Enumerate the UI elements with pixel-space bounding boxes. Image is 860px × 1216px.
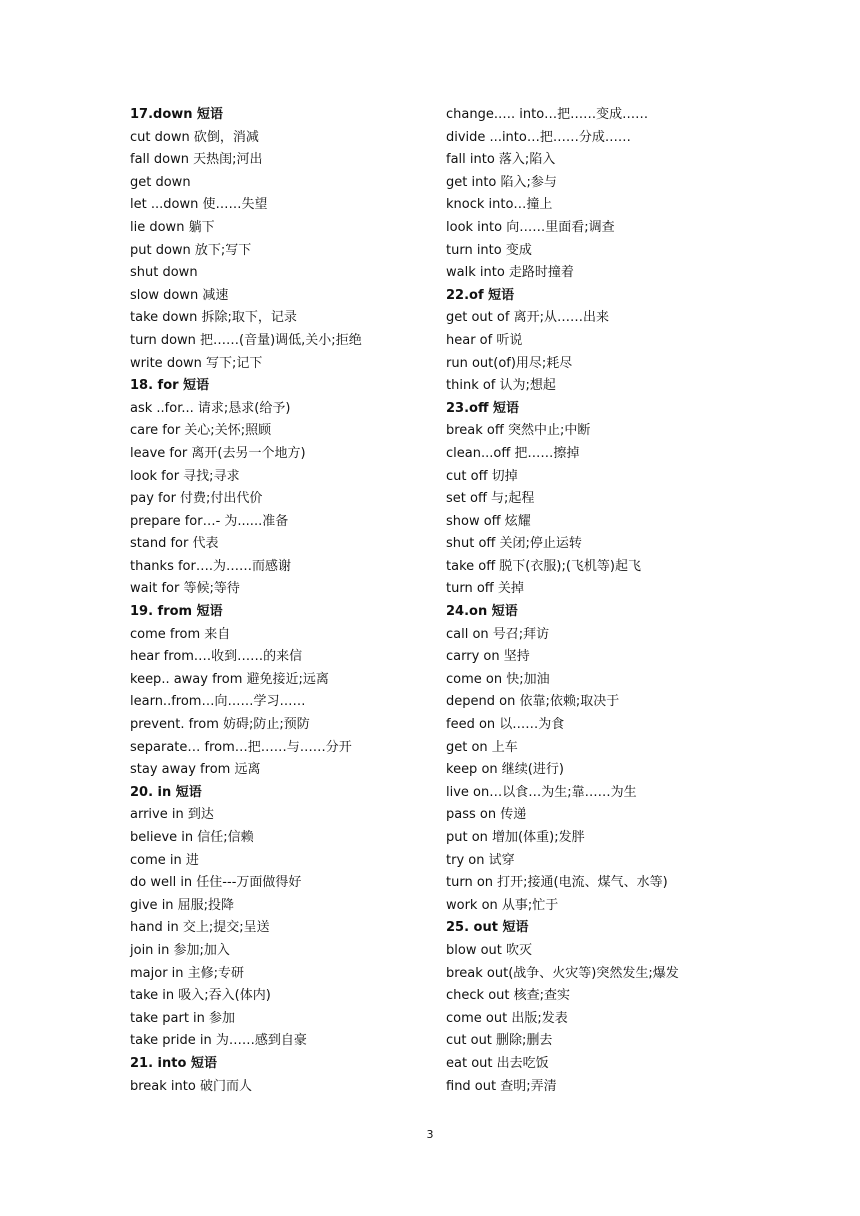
phrase-entry: come in 进 [130,852,199,868]
phrase-entry: walk into 走路时撞着 [446,265,574,281]
phrase-entry: stand for 代表 [130,536,219,552]
phrase-entry: leave for 离开(去另一个地方) [130,445,306,461]
phrase-entry: think of 认为;想起 [446,378,556,394]
phrase-entry: break out(战争、火灾等)突然发生;爆发 [446,965,679,981]
phrase-entry: look for 寻找;寻求 [130,468,240,484]
phrase-entry: stay away from 远离 [130,762,261,778]
section-heading: 23.off 短语 [446,400,520,416]
phrase-entry: write down 写下;记下 [130,355,263,371]
phrase-entry: slow down 减速 [130,287,229,303]
page-number: 3 [426,1128,434,1141]
left-column [130,104,430,1098]
phrase-entry: lie down 躺下 [130,219,215,235]
phrase-entry: give in 屈服;投降 [130,897,235,913]
section-heading: 24.on 短语 [446,604,518,620]
phrase-entry: shut off 关闭;停止运转 [446,536,582,552]
phrase-entry: depend on 依靠;依赖;取决于 [446,694,620,710]
phrase-entry: do well in 任住---万面做得好 [130,875,302,891]
phrase-entry: prevent. from 妨碍;防止;预防 [130,717,310,733]
right-column [446,104,846,1098]
phrase-entry: learn..from…向……学习…… [130,694,306,710]
phrase-entry: hear from.…收到……的来信 [130,649,303,665]
phrase-entry: take in 吸入;吞入(体内) [130,988,271,1004]
phrase-entry: try on 试穿 [446,852,515,868]
phrase-entry: check out 核查;查实 [446,988,570,1004]
phrase-entry: believe in 信任;信赖 [130,830,254,845]
phrase-entry: live on…以食…为生;靠……为生 [446,784,637,800]
section-heading: 19. from 短语 [130,604,223,620]
phrase-entry: call on 号召;拜访 [446,626,550,642]
phrase-entry: come out 出版;发表 [446,1010,568,1026]
phrase-entry: let ...down 使……失望 [130,197,268,213]
phrase-entry: shut down [130,265,198,281]
phrase-entry: get into 陷入;参与 [446,174,557,190]
phrase-entry: join in 参加;加入 [130,942,230,958]
phrase-entry: take pride in 为……感到自豪 [130,1033,307,1049]
phrase-entry: wait for 等候;等待 [130,581,240,597]
phrase-entry: keep.. away from 避免接近;远离 [130,671,329,687]
phrase-entry: carry on 坚持 [446,649,530,665]
phrase-entry: feed on 以……为食 [446,717,565,733]
phrase-entry: change.…. into…把……变成…… [446,107,649,122]
section-heading: 17.down 短语 [130,107,224,122]
phrase-entry: set off 与;起程 [446,491,535,507]
phrase-entry: get down [130,174,191,190]
phrase-entry: arrive in 到达 [130,807,214,823]
phrase-entry: take down 拆除;取下，记录 [130,310,297,326]
phrase-entry: turn on 打开;接通(电流、煤气、水等) [446,875,668,891]
phrase-entry: clean...off 把……擦掉 [446,445,580,461]
section-heading: 25. out 短语 [446,920,529,936]
phrase-entry: cut down 砍倒，消减 [130,129,259,145]
phrase-entry: prepare for…- 为......准备 [130,513,289,529]
phrase-entry: get out of 离开;从……出来 [446,310,609,326]
phrase-entry: knock into…撞上 [446,197,553,213]
phrase-entry: put down 放下;写下 [130,242,252,258]
phrase-entry: ask ..for... 请求;恳求(给予) [130,400,291,416]
section-heading: 22.of 短语 [446,287,515,303]
phrase-entry: keep on 继续(进行) [446,762,564,778]
phrase-entry: pass on 传递 [446,807,527,823]
phrase-entry: get on 上车 [446,739,518,755]
phrase-entry: take part in 参加 [130,1010,236,1026]
phrase-entry: find out 查明;弄清 [446,1078,557,1094]
phrase-entry: look into 向……里面看;调查 [446,219,615,235]
phrase-entry: thanks for….为……而感谢 [130,558,291,574]
phrase-entry: turn into 变成 [446,242,532,258]
phrase-entry: divide ...into…把……分成…… [446,129,631,145]
phrase-entry: take off 脱下(衣服);(飞机等)起飞 [446,558,641,574]
phrase-entry: separate… from…把……与……分开 [130,739,352,755]
phrase-entry: turn down 把……(音量)调低,关小;拒绝 [130,332,362,348]
phrase-entry: cut out 删除;删去 [446,1033,553,1049]
phrase-entry: show off 炫耀 [446,513,531,529]
phrase-entry: blow out 吹灭 [446,942,533,958]
phrase-entry: care for 关心;关怀;照顾 [130,423,272,439]
phrase-entry: fall into 落入;陷入 [446,152,556,168]
phrase-entry: break off 突然中止;中断 [446,423,591,439]
section-heading: 20. in 短语 [130,784,202,800]
phrase-entry: major in 主修;专研 [130,965,245,981]
phrase-entry: eat out 出去吃饭 [446,1055,549,1071]
phrase-entry: run out(of)用尽;耗尽 [446,355,573,371]
phrase-entry: hear of 听说 [446,332,523,348]
phrase-entry: hand in 交上;提交;呈送 [130,920,270,936]
phrase-entry: come from 来自 [130,626,231,642]
phrase-entry: work on 从事;忙于 [446,897,559,913]
section-heading: 18. for 短语 [130,378,210,394]
phrase-entry: put on 增加(体重);发胖 [446,830,585,845]
section-heading: 21. into 短语 [130,1055,217,1071]
phrase-entry: pay for 付费;付出代价 [130,491,263,507]
phrase-entry: cut off 切掉 [446,468,518,484]
phrase-entry: come on 快;加油 [446,671,550,687]
phrase-entry: turn off 关掉 [446,581,524,597]
phrase-entry: fall down 天热闺;河出 [130,152,263,168]
phrase-entry: break into 破门而人 [130,1078,252,1094]
